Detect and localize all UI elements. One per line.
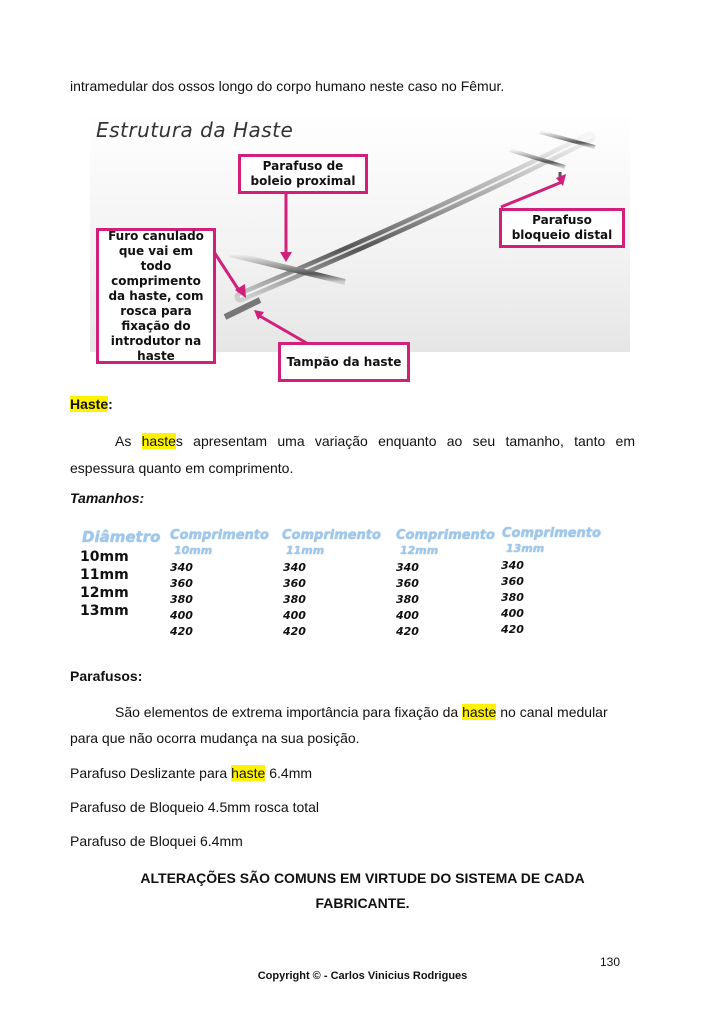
column-header: Comprimento bbox=[396, 528, 495, 543]
length-cell: 340 bbox=[170, 561, 193, 574]
length-cell: 340 bbox=[501, 559, 524, 572]
diameter-row: 10mm bbox=[80, 549, 129, 565]
screw-item: Parafuso de Bloqueio 4.5mm rosca total bbox=[70, 799, 320, 815]
column-header: Comprimento bbox=[502, 526, 601, 541]
length-cell: 400 bbox=[396, 609, 419, 622]
haste-heading: Haste: bbox=[70, 396, 113, 412]
column-subheader: 12mm bbox=[400, 544, 439, 557]
page-number: 130 bbox=[600, 955, 621, 969]
column-header: Comprimento bbox=[282, 528, 381, 543]
diameter-row: 12mm bbox=[80, 585, 129, 601]
diameter-row: 13mm bbox=[80, 603, 129, 619]
screw-item: Parafuso de Bloquei 6.4mm bbox=[70, 833, 243, 849]
parafusos-paragraph-line2: para que não ocorra mudança na sua posição. bbox=[70, 730, 360, 746]
notice-line-1: ALTERAÇÕES SÃO COMUNS EM VIRTUDE DO SISTEMA DE CADA bbox=[140, 870, 585, 886]
length-cell: 340 bbox=[283, 561, 306, 574]
length-cell: 380 bbox=[283, 593, 306, 606]
callout-cap: Tampão da haste bbox=[278, 342, 410, 382]
length-cell: 420 bbox=[170, 625, 193, 638]
notice-line-2: FABRICANTE. bbox=[315, 895, 410, 911]
pointer-cap bbox=[258, 315, 310, 345]
length-cell: 380 bbox=[501, 591, 524, 604]
column-subheader: 13mm bbox=[506, 542, 545, 555]
haste-paragraph: As hastes apresentam uma variação enquanto ao seu tamanho, tanto em espessura quanto em comprimento. bbox=[70, 433, 635, 476]
sizes-table bbox=[78, 527, 618, 647]
length-cell: 340 bbox=[396, 561, 419, 574]
diameter-row: 11mm bbox=[80, 567, 129, 583]
footer-copyright: Copyright © - Carlos Vinicius Rodrigues bbox=[257, 970, 468, 982]
cap-screw bbox=[225, 300, 260, 317]
length-cell: 400 bbox=[170, 609, 193, 622]
length-cell: 380 bbox=[170, 593, 193, 606]
length-cell: 360 bbox=[396, 577, 419, 590]
callout-cannulated-hole: Furo canulado que vai em todo comprimento da haste, com rosca para fixação do introdutor na haste bbox=[96, 228, 216, 364]
length-cell: 380 bbox=[396, 593, 419, 606]
pointer-distal bbox=[501, 182, 562, 207]
screw-item: Parafuso Deslizante para haste 6.4mm bbox=[70, 765, 313, 781]
haste-figure bbox=[90, 112, 630, 382]
parafusos-heading: Parafusos: bbox=[70, 668, 143, 684]
length-cell: 420 bbox=[396, 625, 419, 638]
column-subheader: 10mm bbox=[174, 544, 213, 557]
length-cell: 420 bbox=[501, 623, 524, 636]
length-cell: 360 bbox=[170, 577, 193, 590]
length-cell: 360 bbox=[283, 577, 306, 590]
callout-proximal-screw: Parafuso de boleio proximal bbox=[238, 154, 368, 194]
column-header: Comprimento bbox=[170, 528, 269, 543]
length-cell: 400 bbox=[501, 607, 524, 620]
length-cell: 400 bbox=[283, 609, 306, 622]
callout-distal-screw: Parafuso bloqueio distal bbox=[499, 208, 625, 248]
length-cell: 420 bbox=[283, 625, 306, 638]
figure-title: Estrutura da Haste bbox=[96, 118, 294, 142]
tamanhos-heading: Tamanhos: bbox=[70, 490, 145, 506]
parafusos-paragraph-line1: São elementos de extrema importância para fixação da haste no canal medular bbox=[115, 704, 608, 720]
column-subheader: 11mm bbox=[286, 544, 325, 557]
length-cell: 360 bbox=[501, 575, 524, 588]
diametro-header: Diâmetro bbox=[82, 528, 161, 546]
intro-line: intramedular dos ossos longo do corpo humano neste caso no Fêmur. bbox=[70, 78, 505, 94]
